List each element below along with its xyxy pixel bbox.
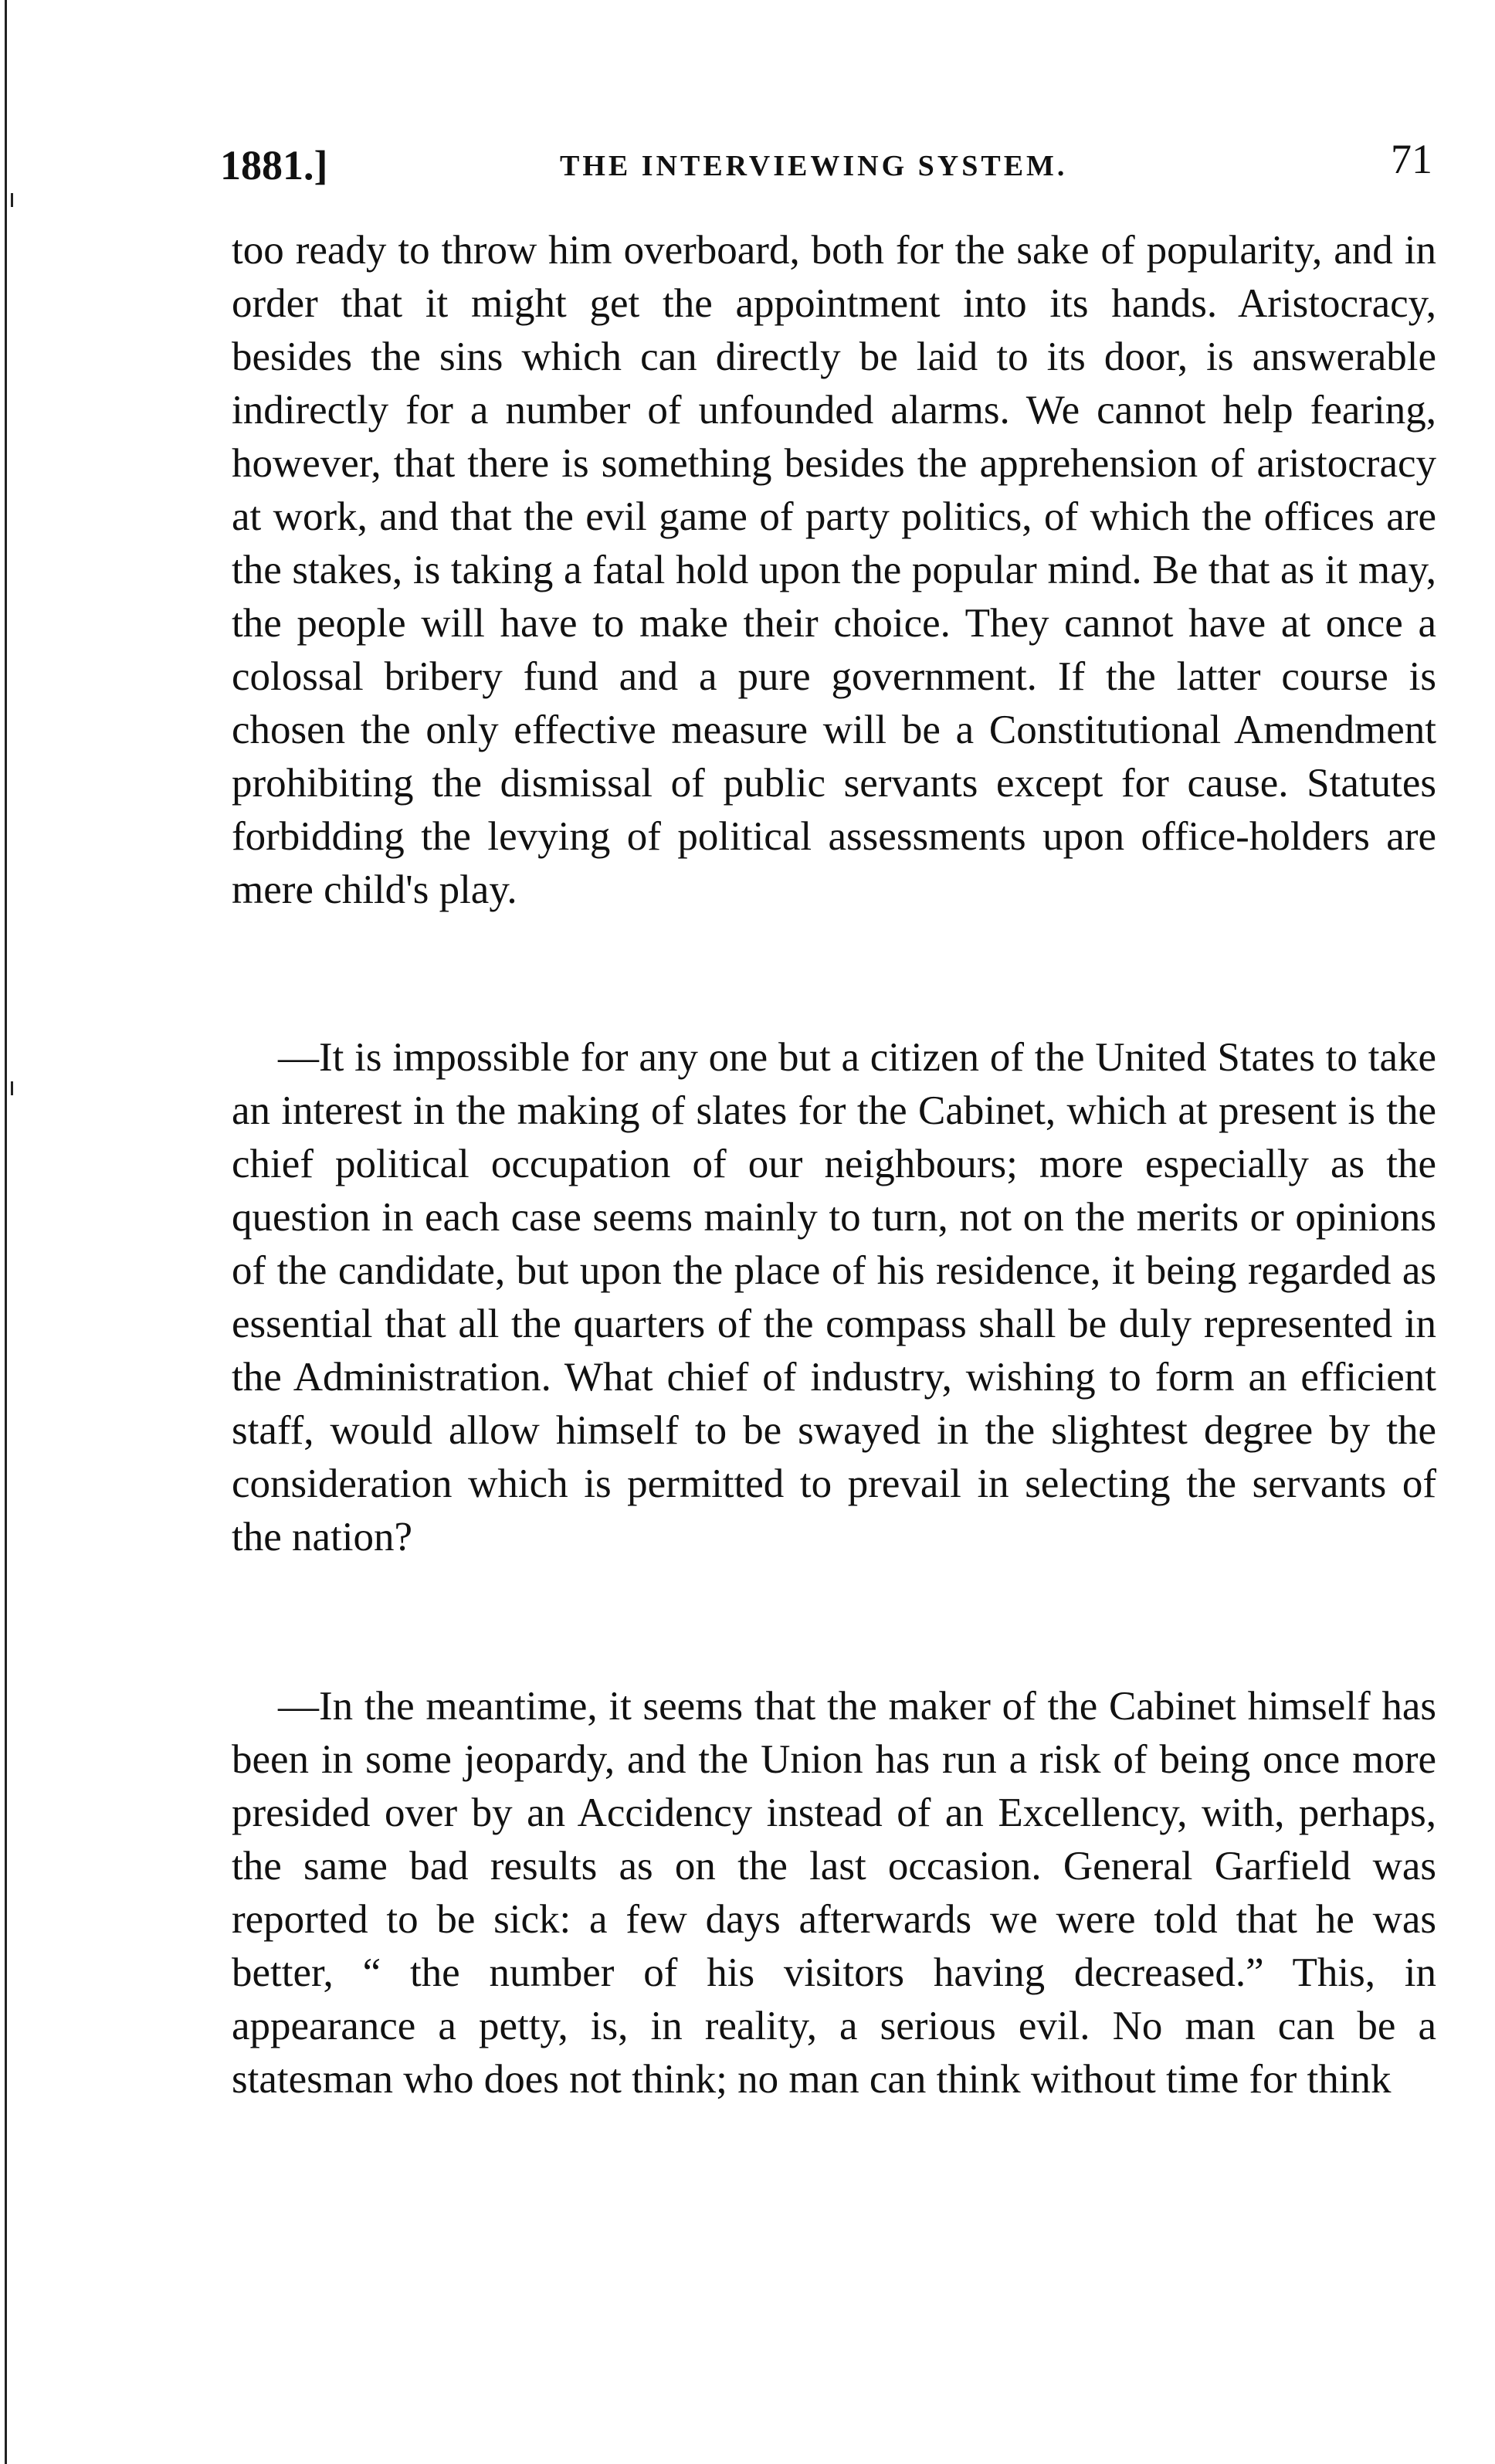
- paragraph-continued: [232, 224, 1436, 917]
- running-head-year: 1881.]: [220, 142, 328, 188]
- binding-notch: [0, 193, 13, 207]
- paragraph-cabinet-slates: [232, 1031, 1436, 1564]
- binding-notch: [0, 1081, 13, 1095]
- running-head: [220, 135, 1432, 197]
- page-number: 71: [1391, 136, 1432, 182]
- running-head-title: THE INTERVIEWING SYSTEM.: [560, 150, 1068, 182]
- binding-edge-line: [5, 0, 7, 2464]
- paragraph-text: —In the meantime, it seems that the maker of the Cabinet himself has been in some jeopardy, and the Union has run a risk of being once more presided over by an Accidency instead of an Excellency, with, perhaps, the same bad results as on the last occasion. General Garfield was reported to be sick: a few days afterwards we were told that he was better, “ the number of his visitors having decreased.” This, in appearance a petty, is, in reality, a serious evil. No man can be a statesman who does not think; no man can think without time for think: [232, 1684, 1436, 2102]
- paragraph-garfield: [232, 1680, 1436, 2106]
- paragraph-text: —It is impossible for any one but a citizen of the United States to take an interest in the making of slates for the Cabinet, which at present is the chief political occupation of our neighbours; more especially as the question in each case seems mainly to turn, not on the merits or opinions of the candidate, but upon the place of his residence, it being regarded as essential that all the quarters of the compass shall be duly represented in the Administration. What chief of industry, wishing to form an efficient staff, would allow himself to be swayed in the slightest degree by the consideration which is permitted to prevail in selecting the servants of the nation?: [232, 1035, 1436, 1560]
- paragraph-text: too ready to throw him overboard, both for the sake of popularity, and in order that it might get the appointment into its hands. Aristocracy, besides the sins which can directly be laid to its door, is answerable indirectly for a number of unfounded alarms. We cannot help fearing, however, that there is something besides the apprehension of aristocracy at work, and that the evil game of party politics, of which the offices are the stakes, is taking a fatal hold upon the popular mind. Be that as it may, the people will have to make their choice. They cannot have at once a colossal bribery fund and a pure government. If the latter course is chosen the only effective measure will be a Constitutional Amendment prohibiting the dismissal of public servants except for cause. Statutes forbidding the levying of political assessments upon office-holders are mere child's play.: [232, 228, 1436, 912]
